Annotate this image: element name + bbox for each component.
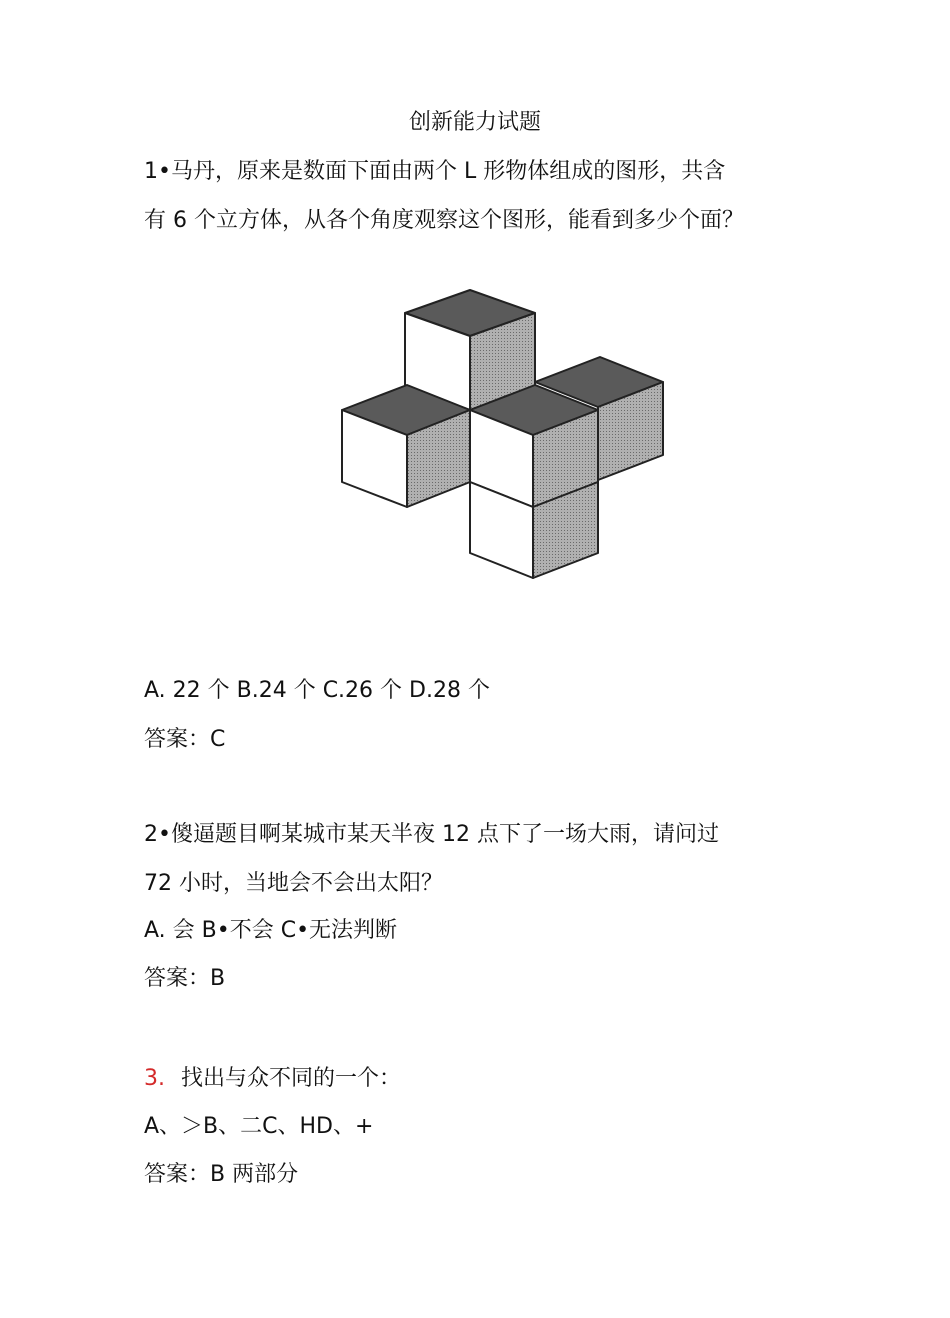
question-2-options: A. 会 B•不会 C•无法判断 bbox=[144, 918, 398, 943]
question-3-number: 3. bbox=[144, 1066, 165, 1091]
question-2-line-1: 2•傻逼题目啊某城市某天半夜 12 点下了一场大雨，请问过 bbox=[144, 822, 719, 847]
question-2-line-2: 72 小时，当地会不会出太阳？ bbox=[144, 871, 443, 896]
question-1-line-2: 有 6 个立方体，从各个角度观察这个图形，能看到多少个面？ bbox=[144, 208, 744, 233]
question-1-answer: 答案：C bbox=[144, 727, 226, 752]
question-1-options: A. 22 个 B.24 个 C.26 个 D.28 个 bbox=[144, 678, 490, 703]
cube-figure bbox=[330, 275, 675, 595]
question-1-line-1: 1•马丹，原来是数面下面由两个 L 形物体组成的图形，共含 bbox=[144, 159, 726, 184]
question-3-text: 找出与众不同的一个： bbox=[181, 1066, 402, 1091]
cube-left bbox=[342, 385, 470, 507]
page-title: 创新能力试题 bbox=[408, 110, 541, 135]
question-3-prompt bbox=[144, 1065, 401, 1093]
question-3-answer: 答案：B 两部分 bbox=[144, 1162, 299, 1187]
question-3-options: A、＞B、二C、HD、+ bbox=[144, 1114, 374, 1139]
question-2-answer: 答案：B bbox=[144, 966, 226, 991]
